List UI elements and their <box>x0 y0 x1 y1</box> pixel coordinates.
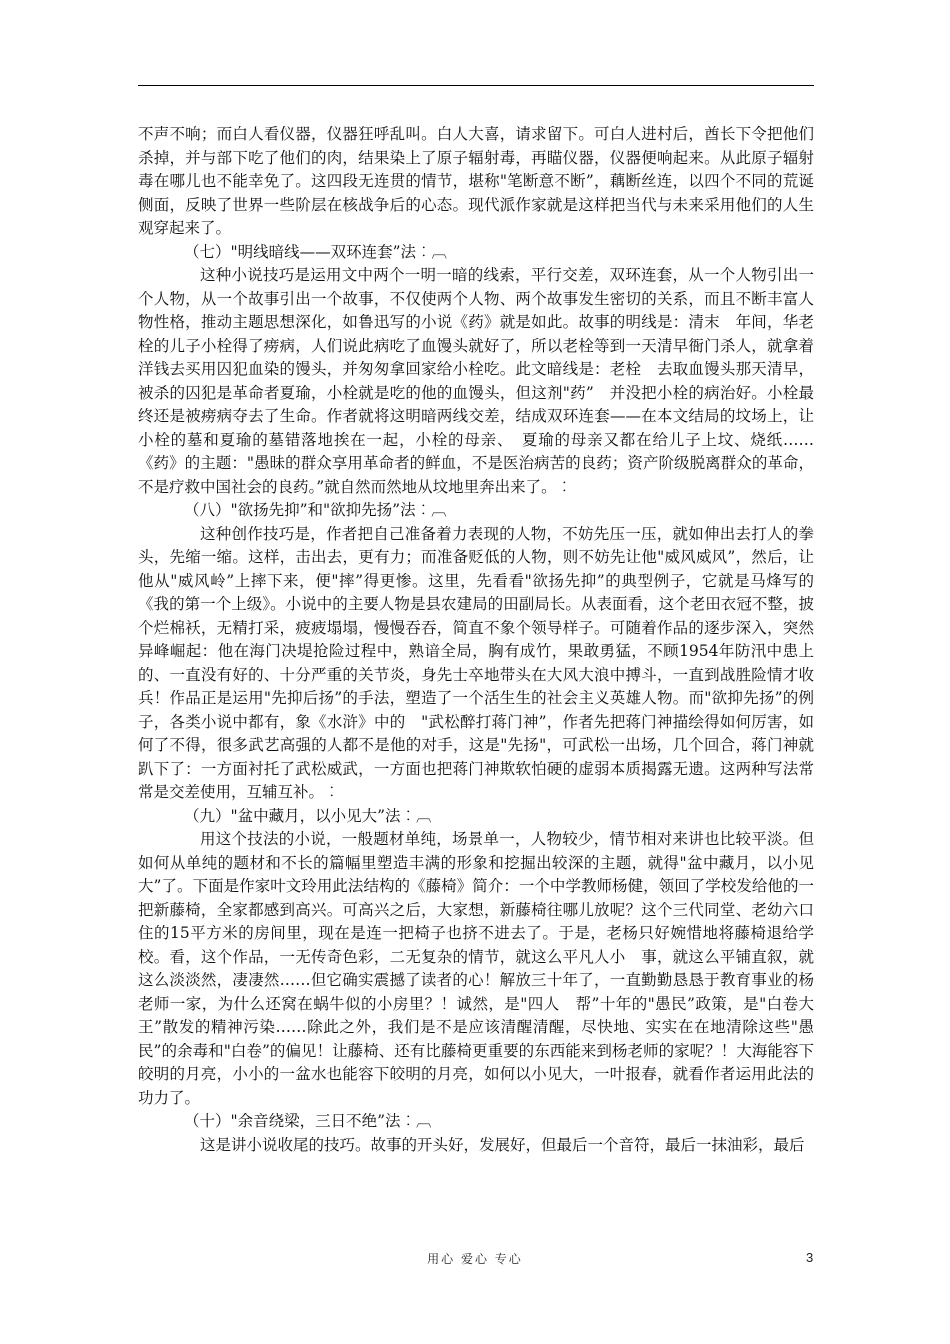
section-heading-9: （九）"盆中藏月，以小见大”法︰︹ <box>184 806 432 825</box>
paragraph-section-10: 这是讲小说收尾的技巧。故事的开头好，发展好，但最后一个音符，最后一抹油彩，最后 <box>200 1135 805 1154</box>
section-heading-10: （十）"余音绕梁，三日不绝”法︰︹ <box>184 1112 432 1130</box>
paragraph-section-8: 这种创作技巧是，作者把自己准备着力表现的人物，不妨先压一压，就如伸出去打人的拳头，先缩一缩。这样，击出去，更有力；而准备贬低的人物，则不妨先让他"威风威风”，然后，让他从"威风岭”上摔下来，便"摔”得更惨。这里，先看看"欲扬先抑”的典型例子，它就是马烽写的《我的第一个上级》。小说中的主要人物是县农建局的田副局长。从表面看，这个老田衣冠不整，披个烂棉袄，无精打采，疲疲塌塌，慢慢吞吞，简直不象个领导样子。可随着作品的逐步深入，突然异峰崛起：他在海门决堤抢险过程中，熟谙全局，胸有成竹，果敢勇猛，不顾1954年防汛中患上的、一直没有好的、十分严重的关节炎，身先士卒地带头在大风大浪中搏斗，一直到战胜险情才收兵！作品正是运用"先抑后扬”的手法，塑造了一个活生生的社会主义英雄人物。而"欲抑先扬”的例子，各类小说中都有，象《水浒》中的 "武松醉打蒋门神”，作者先把蒋门神描绘得如何厉害，如何了不得，很多武艺高强的人都不是他的对手，这是"先扬"，可武松一出场，几个回合，蒋门神就趴下了：一方面衬托了武松威武，一方面也把蒋门神欺软怕硬的虚弱本质揭露无遗。这两种写法常常是交差使用，互辅互补。︰ <box>138 524 814 801</box>
section-heading-8: （八）"欲扬先抑”和"欲抑先扬”法︰︹ <box>184 501 447 519</box>
paragraph-continuation: 不声不响；而白人看仪器，仪器狂呼乱叫。白人大喜，请求留下。可白人进村后，酋长下令把他们杀掉，并与部下吃了他们的肉，结果染上了原子辐射毒，再瞄仪器，仪器便响起来。从此原子辐射毒在哪儿也不能幸免了。这四段无连贯的情节，堪称"笔断意不断”，藕断丝连，以四个不同的荒诞侧面，反映了世界一些阶层在核战争后的心态。现代派作家就是这样把当代与未来采用他们的人生观穿起来了。 <box>138 125 814 237</box>
paragraph-section-9: 用这个技法的小说，一般题材单纯，场景单一，人物较少，情节相对来讲也比较平淡。但如何从单纯的题材和不长的篇幅里塑造丰满的形象和挖掘出较深的主题，就得"盆中藏月，以小见大”了。下面是作家叶文玲用此法结构的《藤椅》简介：一个中学教师杨健，领回了学校发给他的一把新藤椅，全家都感到高兴。可高兴之后，大家想，新藤椅往哪儿放呢？这个三代同堂、老幼六口住的15平方米的房间里，现在是连一把椅子也挤不进去了。于是，老杨只好婉惜地将藤椅退给学校。看，这个作品，一无传奇色彩，二无复杂的情节，就这么平凡人小 事，就这么平铺直叙，就这么淡淡然，凄凄然……但它确实震撼了读者的心！解放三十年了，一直勤勤恳恳于教育事业的杨老师一家，为什么还窝在蜗牛似的小房里？！诚然，是"四人 帮”十年的"愚民”政策，是"白卷大王”散发的精神污染……除此之外，我们是不是应该清醒清醒，尽快地、实实在在地清除这些"愚民”的余毒和"白卷”的偏见！让藤椅、还有比藤椅更重要的东西能来到杨老师的家呢？！大海能容下皎明的月亮，小小的一盆水也能容下皎明的月亮，如何以小见大，一叶报春，就看作者运用此法的功力了。 <box>138 830 814 1107</box>
page-body <box>138 123 814 1157</box>
header-rule <box>138 85 814 86</box>
page-number: 3 <box>806 1250 814 1265</box>
section-heading-7: （七）"明线暗线——双环连套”法︰︹ <box>184 242 448 261</box>
paragraph-section-7: 这种小说技巧是运用文中两个一明一暗的线索，平行交差，双环连套，从一个人物引出一个人物，从一个故事引出一个故事，不仅使两个人物、两个故事发生密切的关系，而且不断丰富人物性格，推动主题思想深化，如鲁迅写的小说《药》就是如此。故事的明线是：清末 年间，华老栓的儿子小栓得了痨病，人们说此病吃了血馒头就好了，所以老栓等到一天清早衙门杀人，就拿着洋钱去买用囚犯血染的馒头，并匆匆拿回家给小栓吃。此文暗线是：老栓 去取血馒头那天清早，被杀的囚犯是革命者夏瑜，小栓就是吃的他的血馒头，但这剂"药” 并没把小栓的病治好。小栓最终还是被痨病夺去了生命。作者就将这明暗两线交差，结成双环连套——在本文结局的坟场上，让小栓的墓和夏瑜的墓错落地挨在一起，小栓的母亲、 夏瑜的母亲又都在给儿子上坟、烧纸……《药》的主题："愚昧的群众享用革命者的鲜血，不是医治病苦的良药；资产阶级脱离群众的革命，不是疗救中国社会的良药。”就自然而然地从坟地里奔出来了。︰ <box>138 266 814 496</box>
footer-motto: 用心 爱心 专心 <box>427 1252 523 1266</box>
